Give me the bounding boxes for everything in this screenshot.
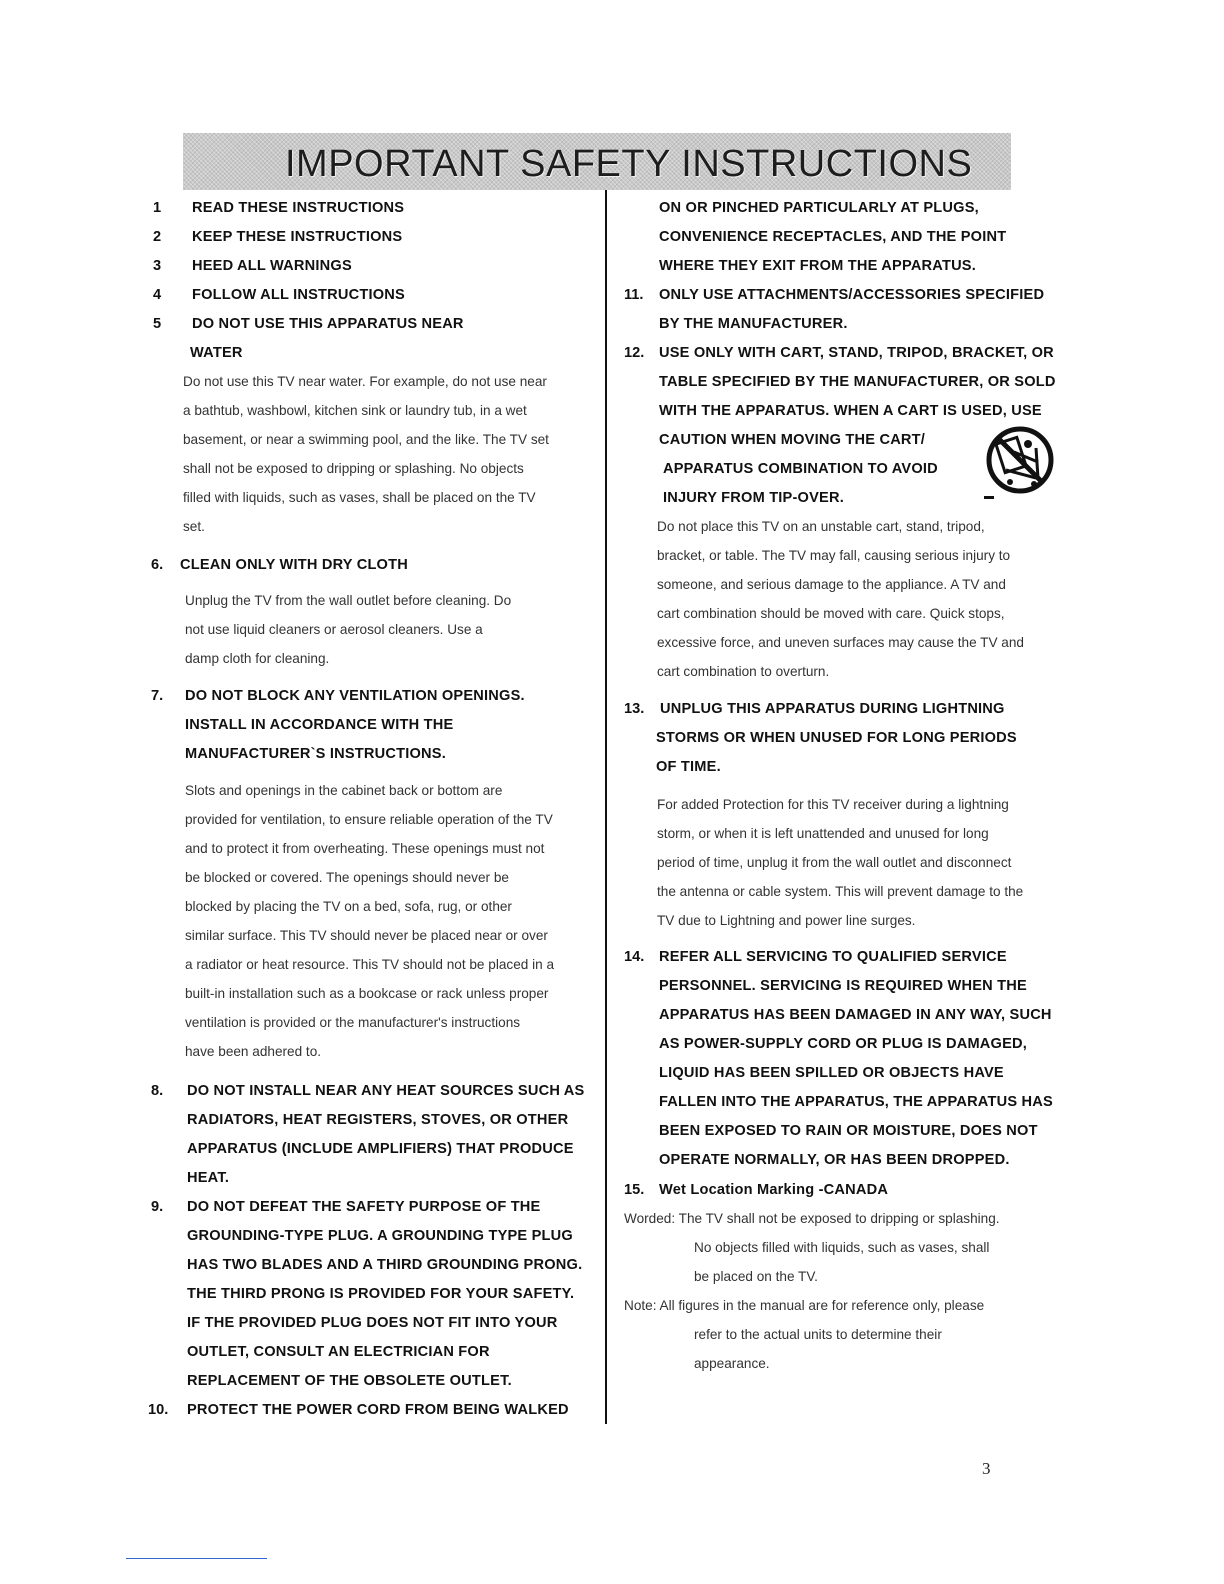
item-heading: APPARATUS (INCLUDE AMPLIFIERS) THAT PRODUCE (187, 1141, 574, 1157)
item-heading: DO NOT DEFEAT THE SAFETY PURPOSE OF THE (187, 1199, 541, 1215)
body-text: period of time, unplug it from the wall outlet and disconnect (657, 855, 1012, 870)
item-number: 15. (624, 1182, 645, 1198)
body-text: For added Protection for this TV receiver during a lightning (657, 797, 1009, 812)
body-text: damp cloth for cleaning. (185, 651, 330, 666)
item-number: 8. (151, 1083, 164, 1099)
item-heading: USE ONLY WITH CART, STAND, TRIPOD, BRACKET, OR (659, 345, 1054, 361)
item-heading: INSTALL IN ACCORDANCE WITH THE (185, 717, 454, 733)
body-text: a radiator or heat resource. This TV should not be placed in a (185, 957, 555, 972)
body-text: ventilation is provided or the manufacturer's instructions (185, 1015, 521, 1030)
item-number: 7. (151, 688, 164, 704)
body-text: blocked by placing the TV on a bed, sofa, rug, or other (185, 899, 512, 914)
item-heading: THE THIRD PRONG IS PROVIDED FOR YOUR SAFETY. (187, 1286, 575, 1302)
item-heading: OUTLET, CONSULT AN ELECTRICIAN FOR (187, 1344, 490, 1360)
item-number: 3 (153, 258, 162, 274)
body-text: Worded: The TV shall not be exposed to dripping or splashing. (624, 1211, 1000, 1226)
item-heading: OF TIME. (656, 759, 721, 775)
item-heading: STORMS OR WHEN UNUSED FOR LONG PERIODS (656, 730, 1017, 746)
item-number: 12. (624, 345, 645, 361)
body-text: a bathtub, washbowl, kitchen sink or laundry tub, in a wet (183, 403, 527, 418)
item-heading: LIQUID HAS BEEN SPILLED OR OBJECTS HAVE (659, 1065, 1004, 1081)
item-heading: WITH THE APPARATUS. WHEN A CART IS USED, USE (659, 403, 1042, 419)
item-heading: HEAT. (187, 1170, 230, 1186)
note-text: refer to the actual units to determine their (694, 1327, 942, 1342)
body-text: someone, and serious damage to the appliance. A TV and (657, 577, 1006, 592)
body-text: bracket, or table. The TV may fall, causing serious injury to (657, 548, 1011, 563)
item-heading: PERSONNEL. SERVICING IS REQUIRED WHEN THE (659, 978, 1027, 994)
item-heading: BEEN EXPOSED TO RAIN OR MOISTURE, DOES NOT (659, 1123, 1038, 1139)
item-heading: WATER (190, 345, 243, 361)
item-heading: GROUNDING-TYPE PLUG. A GROUNDING TYPE PLUG (187, 1228, 573, 1244)
item-heading: DO NOT INSTALL NEAR ANY HEAT SOURCES SUCH AS (187, 1083, 585, 1099)
body-text: not use liquid cleaners or aerosol cleaners. Use a (185, 622, 483, 637)
body-text: provided for ventilation, to ensure reliable operation of the TV (185, 812, 553, 827)
item-heading: DO NOT USE THIS APPARATUS NEAR (192, 316, 464, 332)
item-number: 2 (153, 229, 162, 245)
item-heading: OPERATE NORMALLY, OR HAS BEEN DROPPED. (659, 1152, 1010, 1168)
item-heading: WHERE THEY EXIT FROM THE APPARATUS. (659, 258, 976, 274)
page-title: IMPORTANT SAFETY INSTRUCTIONS (285, 143, 973, 185)
item-heading: CAUTION WHEN MOVING THE CART/ (659, 432, 926, 448)
item-number: 9. (151, 1199, 164, 1215)
body-text: built-in installation such as a bookcase or rack unless proper (185, 986, 549, 1001)
body-text: the antenna or cable system. This will prevent damage to the (657, 884, 1024, 899)
note-text: appearance. (694, 1356, 770, 1371)
item-heading: APPARATUS HAS BEEN DAMAGED IN ANY WAY, SUCH (659, 1007, 1052, 1023)
body-text: Do not use this TV near water. For example, do not use near (183, 374, 547, 389)
item-number: 4 (153, 287, 162, 303)
body-text: filled with liquids, such as vases, shall be placed on the TV (183, 490, 536, 505)
item-heading: RADIATORS, HEAT REGISTERS, STOVES, OR OTHER (187, 1112, 569, 1128)
body-text: excessive force, and uneven surfaces may cause the TV and (657, 635, 1024, 650)
body-text: set. (183, 519, 205, 534)
item-heading: IF THE PROVIDED PLUG DOES NOT FIT INTO YOUR (187, 1315, 558, 1331)
body-text: similar surface. This TV should never be placed near or over (185, 928, 548, 943)
item-number: 14. (624, 949, 645, 965)
body-text: shall not be exposed to dripping or splashing. No objects (183, 461, 524, 476)
item-heading: ON OR PINCHED PARTICULARLY AT PLUGS, (659, 200, 979, 216)
item-heading: ONLY USE ATTACHMENTS/ACCESSORIES SPECIFIED (659, 287, 1045, 303)
cart-tipover-warning-icon (976, 422, 1060, 502)
page-number: 3 (982, 1459, 991, 1478)
item-heading: MANUFACTURER`S INSTRUCTIONS. (185, 746, 446, 762)
body-text: cart combination should be moved with care. Quick stops, (657, 606, 1005, 621)
body-text: be blocked or covered. The openings should never be (185, 870, 509, 885)
item-number: 11. (624, 287, 644, 303)
item-heading: CLEAN ONLY WITH DRY CLOTH (180, 557, 408, 573)
item-heading: REFER ALL SERVICING TO QUALIFIED SERVICE (659, 949, 1007, 965)
item-heading: APPARATUS COMBINATION TO AVOID (663, 461, 938, 477)
bottom-rule (126, 1558, 267, 1559)
item-heading: Wet Location Marking -CANADA (659, 1182, 889, 1198)
body-text: Slots and openings in the cabinet back or bottom are (185, 783, 503, 798)
item-number: 5 (153, 316, 162, 332)
item-heading: FOLLOW ALL INSTRUCTIONS (192, 287, 405, 303)
item-heading: HAS TWO BLADES AND A THIRD GROUNDING PRONG. (187, 1257, 583, 1273)
item-heading: BY THE MANUFACTURER. (659, 316, 848, 332)
item-heading: KEEP THESE INSTRUCTIONS (192, 229, 403, 245)
item-heading: READ THESE INSTRUCTIONS (192, 200, 405, 216)
item-number: 1 (153, 200, 162, 216)
body-text: have been adhered to. (185, 1044, 322, 1059)
body-text: basement, or near a swimming pool, and the like. The TV set (183, 432, 549, 447)
column-divider (605, 190, 607, 1424)
item-heading: CONVENIENCE RECEPTACLES, AND THE POINT (659, 229, 1007, 245)
item-heading: HEED ALL WARNINGS (192, 258, 352, 274)
item-number: 10. (148, 1402, 169, 1418)
note-text: Note: All figures in the manual are for reference only, please (624, 1298, 985, 1313)
item-heading: AS POWER-SUPPLY CORD OR PLUG IS DAMAGED, (659, 1036, 1028, 1052)
body-text: No objects filled with liquids, such as vases, shall (694, 1240, 990, 1255)
body-text: storm, or when it is left unattended and unused for long (657, 826, 989, 841)
body-text: be placed on the TV. (694, 1269, 818, 1284)
item-heading: REPLACEMENT OF THE OBSOLETE OUTLET. (187, 1373, 512, 1389)
item-number: 6. (151, 557, 164, 573)
body-text: Do not place this TV on an unstable cart, stand, tripod, (657, 519, 985, 534)
item-heading: TABLE SPECIFIED BY THE MANUFACTURER, OR SOLD (659, 374, 1056, 390)
item-heading: PROTECT THE POWER CORD FROM BEING WALKED (187, 1402, 569, 1418)
item-heading: INJURY FROM TIP-OVER. (663, 490, 844, 506)
item-heading: UNPLUG THIS APPARATUS DURING LIGHTNING (660, 701, 1005, 717)
body-text: TV due to Lightning and power line surges. (657, 913, 916, 928)
item-heading: FALLEN INTO THE APPARATUS, THE APPARATUS HAS (659, 1094, 1053, 1110)
body-text: and to protect it from overheating. These openings must not (185, 841, 545, 856)
body-text: Unplug the TV from the wall outlet before cleaning. Do (185, 593, 512, 608)
item-number: 13. (624, 701, 645, 717)
item-heading: DO NOT BLOCK ANY VENTILATION OPENINGS. (185, 688, 525, 704)
body-text: cart combination to overturn. (657, 664, 830, 679)
